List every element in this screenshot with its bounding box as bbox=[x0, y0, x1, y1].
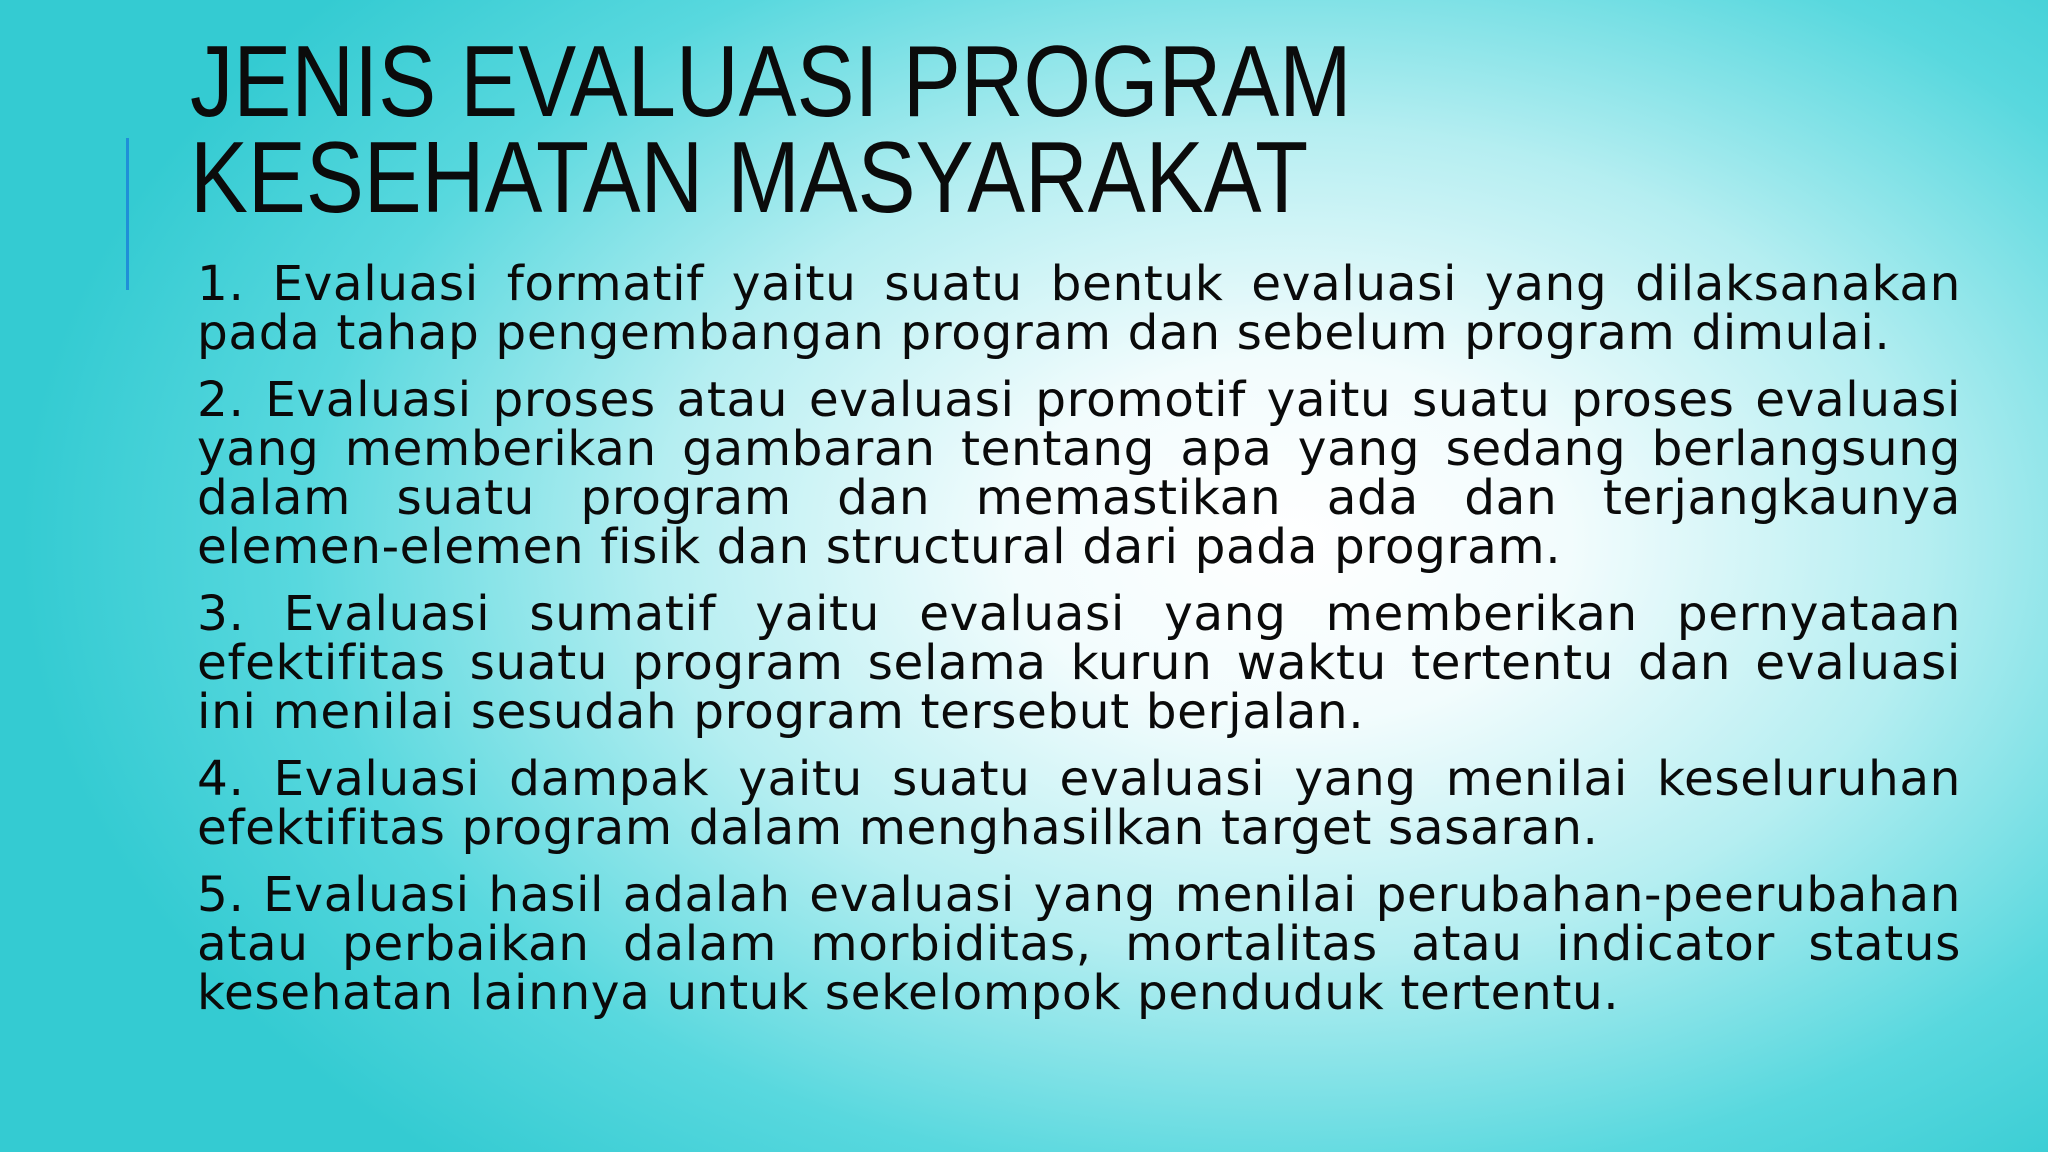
accent-bar bbox=[126, 138, 129, 290]
slide-title-line-1: JENIS EVALUASI PROGRAM bbox=[190, 26, 1352, 138]
slide-title bbox=[190, 26, 1652, 234]
slide-body bbox=[197, 256, 1961, 1036]
slide-title-line-2: KESEHATAN MASYARAKAT bbox=[190, 122, 1309, 234]
list-item-formatif: 1. Evaluasi formatif yaitu suatu bentuk evaluasi yang dilaksanakan pada tahap pengembangan program dan sebelum program dimulai. bbox=[197, 256, 1961, 361]
list-item-sumatif: 3. Evaluasi sumatif yaitu evaluasi yang memberikan pernyataan efektifitas suatu program selama kurun waktu tertentu dan evaluasi ini menilai sesudah program tersebut berjalan. bbox=[197, 586, 1961, 740]
list-item-dampak: 4. Evaluasi dampak yaitu suatu evaluasi yang menilai keseluruhan efektifitas program dalam menghasilkan target sasaran. bbox=[197, 751, 1961, 856]
list-item-proses: 2. Evaluasi proses atau evaluasi promotif yaitu suatu proses evaluasi yang memberikan gambaran tentang apa yang sedang berlangsung dalam suatu program dan memastikan ada dan terjangkaunya elemen-elemen fisik dan structural dari pada program. bbox=[197, 372, 1961, 575]
list-item-hasil: 5. Evaluasi hasil adalah evaluasi yang menilai perubahan-peerubahan atau perbaikan dalam morbiditas, mortalitas atau indicator status kesehatan lainnya untuk sekelompok penduduk tertentu. bbox=[197, 867, 1961, 1021]
